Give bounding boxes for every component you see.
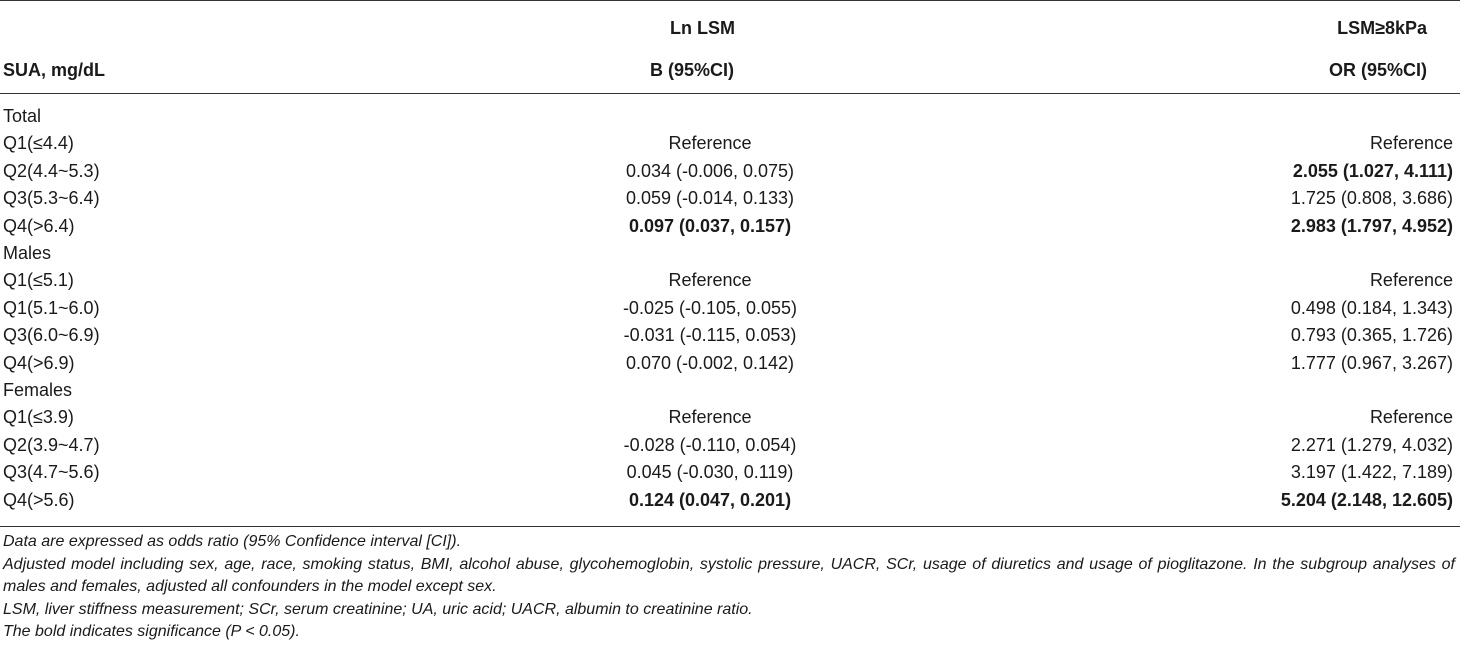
or-ci-cell: Reference [1369, 133, 1453, 154]
group-header-row [0, 103, 1460, 130]
quartile-label: Q4(>5.6) [3, 489, 75, 510]
table-row [0, 432, 1460, 459]
footnote: The bold indicates significance (P < 0.05). [3, 623, 300, 640]
header-lsm-8kpa: LSM≥8kPa [1337, 18, 1427, 38]
table-row [0, 295, 1460, 322]
quartile-label: Q4(>6.4) [3, 215, 75, 236]
group-header-row [0, 377, 1460, 404]
table-row [0, 213, 1460, 240]
table-row [0, 130, 1460, 157]
table-row [0, 404, 1460, 431]
bottom-rule [0, 526, 1460, 527]
or-ci-cell: 1.777 (0.967, 3.267) [1290, 352, 1453, 373]
table-row [0, 459, 1460, 486]
b-ci-cell: -0.031 (-0.115, 0.053) [623, 325, 797, 346]
quartile-label: Q1(≤4.4) [3, 133, 74, 154]
quartile-label: Q2(3.9~4.7) [3, 434, 100, 455]
table-footnotes [3, 531, 1455, 644]
group-label: Males [3, 243, 52, 263]
table-row [0, 267, 1460, 294]
quartile-label: Q1(≤5.1) [3, 270, 74, 291]
quartile-label: Q4(>6.9) [3, 352, 75, 373]
header-ln-lsm: Ln LSM [670, 18, 735, 38]
or-ci-cell: 2.983 (1.797, 4.952) [1290, 215, 1453, 236]
table-row [0, 158, 1460, 185]
quartile-label: Q1(5.1~6.0) [3, 297, 100, 318]
table-row [0, 350, 1460, 377]
header-b-ci: B (95%CI) [650, 60, 735, 80]
quartile-label: Q3(5.3~6.4) [3, 188, 100, 209]
table-row [0, 487, 1460, 514]
group-header-row [0, 240, 1460, 267]
b-ci-cell: 0.034 (-0.006, 0.075) [625, 160, 795, 181]
top-rule [0, 0, 1460, 1]
b-ci-cell: Reference [668, 270, 752, 291]
header-sua: SUA, mg/dL [3, 60, 105, 80]
b-ci-cell: -0.025 (-0.105, 0.055) [622, 297, 798, 318]
header-rule [0, 93, 1460, 94]
b-ci-cell: 0.124 (0.047, 0.201) [628, 489, 792, 510]
quartile-label: Q3(6.0~6.9) [3, 325, 100, 346]
quartile-label: Q1(≤3.9) [3, 407, 74, 428]
table-row [0, 322, 1460, 349]
or-ci-cell: 2.271 (1.279, 4.032) [1290, 434, 1453, 455]
or-ci-cell: 0.498 (0.184, 1.343) [1290, 297, 1453, 318]
footnote: Data are expressed as odds ratio (95% Confidence interval [CI]). [3, 533, 462, 550]
or-ci-cell: 5.204 (2.148, 12.605) [1280, 489, 1453, 510]
quartile-label: Q3(4.7~5.6) [3, 462, 100, 483]
table-row [0, 185, 1460, 212]
or-ci-cell: Reference [1369, 407, 1453, 428]
b-ci-cell: 0.059 (-0.014, 0.133) [625, 188, 795, 209]
quartile-label: Q2(4.4~5.3) [3, 160, 100, 181]
footnote: LSM, liver stiffness measurement; SCr, serum creatinine; UA, uric acid; UACR, albumin to creatinine ratio. [3, 600, 753, 618]
footnote: Adjusted model including sex, age, race, smoking status, BMI, alcohol abuse, glycohemoglobin, systolic pressure, UACR, SCr, usage of diuretics and usage of pioglitazone. In the subgroup analyses of males and females, adjusted all confounders in the model except sex. [3, 555, 1455, 595]
or-ci-cell: 3.197 (1.422, 7.189) [1290, 462, 1453, 483]
group-label: Total [3, 106, 42, 126]
b-ci-cell: 0.045 (-0.030, 0.119) [626, 462, 794, 483]
or-ci-cell: 2.055 (1.027, 4.111) [1292, 160, 1453, 181]
group-label: Females [3, 380, 73, 400]
b-ci-cell: Reference [668, 133, 752, 154]
or-ci-cell: Reference [1369, 270, 1453, 291]
b-ci-cell: -0.028 (-0.110, 0.054) [623, 434, 797, 455]
b-ci-cell: 0.070 (-0.002, 0.142) [625, 352, 795, 373]
header-or-ci: OR (95%CI) [1328, 60, 1427, 80]
b-ci-cell: 0.097 (0.037, 0.157) [628, 215, 792, 236]
or-ci-cell: 0.793 (0.365, 1.726) [1290, 325, 1453, 346]
b-ci-cell: Reference [668, 407, 752, 428]
or-ci-cell: 1.725 (0.808, 3.686) [1290, 188, 1453, 209]
